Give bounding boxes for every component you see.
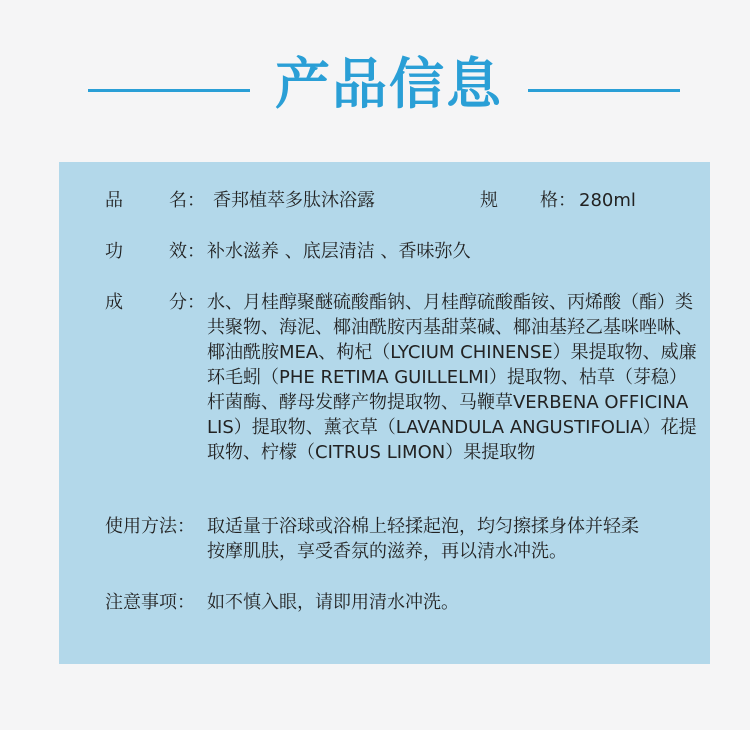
product-info-panel [59, 162, 710, 664]
page-title: 产品信息 [274, 52, 503, 116]
page-header [0, 0, 750, 160]
ingredients-value: 水、月桂醇聚醚硫酸酯钠、月桂醇硫酸酯铵、丙烯酸（酯）类共聚物、海泥、椰油酰胺丙基甜菜碱、椰油基羟乙基咪唑啉、椰油酰胺MEA、枸杞（LYCIUM CHINENSE）果提取物、威廉环毛蚓（PHE RETIMA GUILLELMI）提取物、枯草（芽稳）杆菌酶、酵母发酵产物提取物、马鞭草VERBENA OFFICINALIS）提取物、薰衣草（LAVANDULA ANGUSTIFOLIA）花提取物、柠檬（CITRUS LIMON）果提取物 [207, 292, 697, 463]
ingredients-label: 成 分： [105, 292, 205, 313]
spec-value: 280ml [579, 190, 636, 211]
header-divider-right [528, 89, 680, 92]
header-divider-left [88, 89, 250, 92]
caution-value: 如不慎入眼，请即用清水冲洗。 [207, 592, 459, 613]
caution-label: 注意事项： [105, 592, 195, 613]
product-name-value: 香邦植萃多肽沐浴露 [213, 190, 375, 211]
effect-value: 补水滋养 、底层清洁 、香味弥久 [207, 241, 471, 262]
effect-label: 功 效： [105, 241, 205, 262]
product-name-label: 品 名： [105, 190, 205, 211]
usage-label: 使用方法： [105, 516, 195, 537]
usage-value: 取适量于浴球或浴棉上轻揉起泡，均匀擦揉身体并轻柔按摩肌肤，享受香氛的滋养，再以清水冲洗。 [207, 516, 639, 562]
spec-label: 规 格： [480, 190, 576, 211]
